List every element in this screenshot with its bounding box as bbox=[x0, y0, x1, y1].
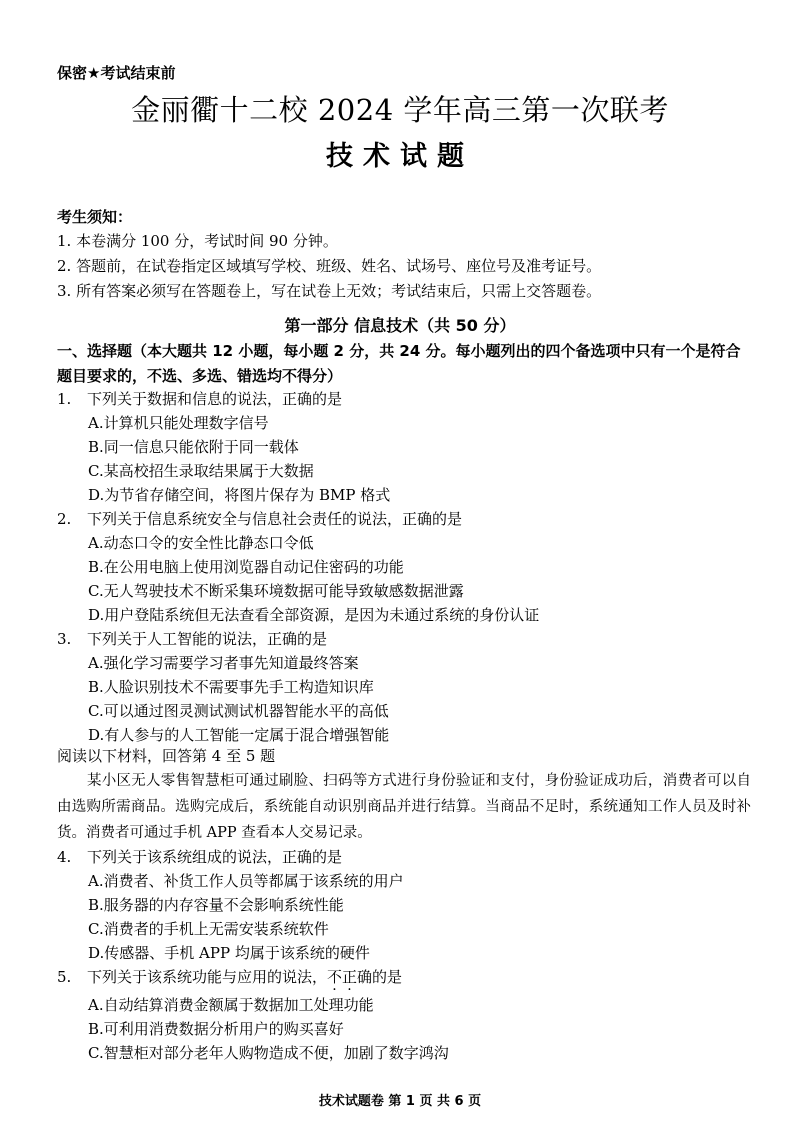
option: C.可以通过图灵测试测试机器智能水平的高低 bbox=[88, 702, 389, 720]
question-3 bbox=[57, 628, 327, 649]
option: C.消费者的手机上无需安装系统软件 bbox=[88, 920, 329, 938]
question-number: 5. bbox=[57, 968, 72, 986]
emphasis-char: 正 bbox=[342, 968, 358, 986]
question-number: 3. bbox=[57, 630, 72, 648]
confidential-label: 保密★考试结束前 bbox=[57, 64, 176, 82]
notice-item: 2. 答题前，在试卷指定区域填写学校、班级、姓名、试场号、座位号及准考证号。 bbox=[57, 257, 602, 275]
reading-intro: 阅读以下材料，回答第 4 至 5 题 bbox=[57, 747, 276, 765]
part-heading: 第一部分 信息技术（共 50 分） bbox=[284, 316, 516, 335]
option: A.消费者、补货工作人员等都属于该系统的用户 bbox=[88, 872, 404, 890]
option: B.人脸识别技术不需要事先手工构造知识库 bbox=[88, 678, 374, 696]
question-5 bbox=[57, 966, 402, 987]
question-1 bbox=[57, 388, 342, 409]
option: C.智慧柜对部分老年人购物造成不便，加剧了数字鸿沟 bbox=[88, 1044, 449, 1062]
page-footer: 技术试题卷 第 1 页 共 6 页 bbox=[318, 1094, 482, 1109]
exam-subtitle: 技术试题 bbox=[326, 141, 474, 172]
option: A.动态口令的安全性比静态口令低 bbox=[88, 534, 314, 552]
question-stem: 下列关于信息系统安全与信息社会责任的说法，正确的是 bbox=[87, 510, 463, 528]
question-stem: 下列关于该系统组成的说法，正确的是 bbox=[87, 848, 343, 866]
question-stem-pre: 下列关于该系统功能与应用的说法， bbox=[87, 968, 328, 986]
option: B.可利用消费数据分析用户的购买喜好 bbox=[88, 1020, 344, 1038]
question-4 bbox=[57, 846, 342, 867]
question-number: 4. bbox=[57, 848, 72, 866]
option: C.无人驾驶技术不断采集环境数据可能导致敏感数据泄露 bbox=[88, 582, 464, 600]
option: B.在公用电脑上使用浏览器自动记住密码的功能 bbox=[88, 558, 404, 576]
option: B.服务器的内存容量不会影响系统性能 bbox=[88, 896, 344, 914]
reading-material: 某小区无人零售智慧柜可通过刷脸、扫码等方式进行身份验证和支付，身份验证成功后，消费者可以自由选购所需商品。选购完成后，系统能自动识别商品并进行结算。当商品不足时，系统通知工作人员及时补货。消费者可通过手机 APP 查看本人交易记录。 bbox=[57, 773, 751, 841]
question-number: 1. bbox=[57, 390, 72, 408]
notice-item: 3. 所有答案必须写在答题卷上，写在试卷上无效；考试结束后，只需上交答题卷。 bbox=[57, 282, 602, 300]
option: A.强化学习需要学习者事先知道最终答案 bbox=[88, 654, 359, 672]
option: A.自动结算消费金额属于数据加工处理功能 bbox=[88, 996, 374, 1014]
option: B.同一信息只能依附于同一载体 bbox=[88, 438, 299, 456]
option: D.为节省存储空间，将图片保存为 BMP 格式 bbox=[88, 486, 391, 504]
notice-item: 1. 本卷满分 100 分，考试时间 90 分钟。 bbox=[57, 232, 338, 250]
exam-title: 金丽衢十二校 2024 学年高三第一次联考 bbox=[131, 93, 669, 127]
question-number: 2. bbox=[57, 510, 72, 528]
option: D.传感器、手机 APP 均属于该系统的硬件 bbox=[88, 944, 370, 962]
question-stem-post: 确的是 bbox=[357, 968, 403, 986]
option: A.计算机只能处理数字信号 bbox=[88, 414, 269, 432]
emphasis-char: 不 bbox=[327, 968, 343, 986]
question-stem: 下列关于人工智能的说法，正确的是 bbox=[87, 630, 328, 648]
option: D.用户登陆系统但无法查看全部资源，是因为未通过系统的身份认证 bbox=[88, 606, 540, 624]
notice-heading: 考生须知： bbox=[57, 208, 133, 226]
section-heading: 一、选择题（本大题共 12 小题，每小题 2 分，共 24 分。每小题列出的四个备选项中只有一个是符合 题目要求的，不选、多选、错选均不得分） bbox=[57, 342, 771, 385]
question-stem: 下列关于数据和信息的说法，正确的是 bbox=[87, 390, 343, 408]
question-2 bbox=[57, 508, 462, 529]
option: D.有人参与的人工智能一定属于混合增强智能 bbox=[88, 726, 390, 744]
option: C.某高校招生录取结果属于大数据 bbox=[88, 462, 314, 480]
